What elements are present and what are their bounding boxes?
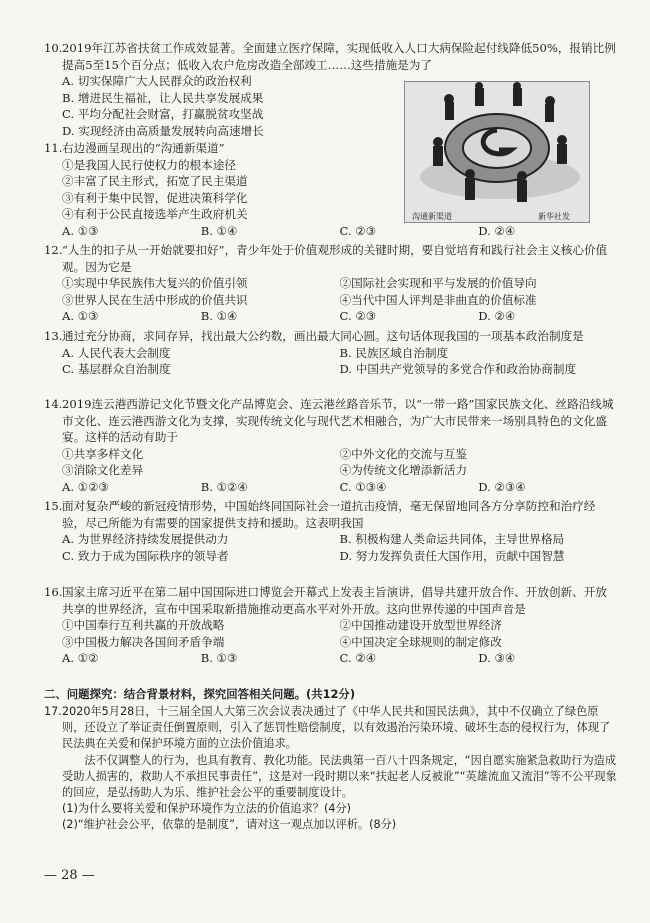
option: A. ①③ — [62, 224, 99, 238]
option: C. 致力于成为国际秩序的领导者 — [62, 548, 229, 563]
question-stem: 面对复杂严峻的新冠疫情形势，中国始终同国际社会一道抗击疫情，毫无保留地同各方分享防控和治疗经验，尽己所能为有需要的国家提供支持和援助。这表明我国 — [62, 499, 596, 530]
option: B. ①③ — [200, 651, 238, 666]
question-13 — [44, 328, 617, 378]
option: A. ①② — [62, 651, 99, 666]
option: C. ②③ — [339, 224, 377, 238]
question-number: 12. — [44, 243, 63, 257]
sub-question-1: (1)为什么要将关爱和保护环境作为立法的价值追求？(4分) — [62, 802, 352, 816]
statement: ①共享多样文化 — [62, 446, 144, 461]
option: A. 切实保障广大人民群众的政治权利 — [62, 74, 252, 89]
question-15 — [44, 498, 617, 564]
option: B. 积极构建人类命运共同体，主导世界格局 — [339, 532, 565, 547]
sub-question-2: (2)“维护社会公平，依靠的是制度”，请对这一观点加以评析。(8分) — [62, 818, 397, 832]
cartoon-caption-source: 新华社发 — [538, 212, 570, 221]
option: C. ①③④ — [339, 479, 387, 494]
statement: ④中国决定全球规则的制定修改 — [339, 634, 502, 649]
cartoon-illustration — [404, 81, 590, 223]
question-number: 16. — [44, 585, 63, 599]
option: A. 人民代表大会制度 — [62, 345, 171, 360]
option: A. 为世界经济持续发展提供动力 — [62, 532, 229, 547]
question-stem: 通过充分协商，求同存异，找出最大公约数，画出最大同心圆。这句话体现我国的一项基本政治制度是 — [62, 329, 584, 343]
section-2-title: 二、问题探究：结合背景材料，探究回答相关问题。(共12分) — [44, 687, 356, 701]
statement: ③有利于集中民智，促进决策科学化 — [62, 190, 248, 205]
option: C. ②③ — [339, 309, 377, 324]
question-number: 13. — [44, 329, 63, 343]
statement: ③消除文化差异 — [62, 463, 144, 478]
cartoon-caption-title: 沟通新渠道 — [412, 212, 452, 221]
question-number: 11. — [44, 141, 63, 155]
statement: ③世界人民在生活中形成的价值共识 — [62, 292, 248, 307]
question-stem: 2019连云港西游记文化节暨文化产品博览会、连云港丝路音乐节，以“一带一路”国家民族文化、丝路沿线城市文化、连云港西游文化为支撑，实现传统文化与现代艺术相融合，为广大市民带来一场别具特色的文化盛宴。这样的活动有助于 — [62, 397, 614, 445]
option: D. ②④ — [478, 224, 516, 238]
question-11-options — [62, 223, 617, 240]
question-11 — [44, 140, 402, 223]
statement: ②国际社会实现和平与发展的价值导向 — [339, 276, 537, 291]
question-12 — [44, 242, 617, 325]
option: C. 基层群众自治制度 — [62, 362, 171, 377]
statement: ④为传统文化增添新活力 — [339, 463, 468, 478]
material-paragraph-1: 2020年5月28日，十三届全国人大第三次会议表决通过了《中华人民共和国民法典》，其中不仅确立了绿色原则，还设立了举证责任倒置原则，引入了惩罚性赔偿制度，以有效遏治污染环境、破坏生态的侵权行为，体现了民法典在关爱和保护环境方面的立法价值追求。 — [62, 705, 611, 751]
option: B. ①④ — [200, 224, 238, 238]
question-17 — [44, 704, 617, 834]
option: D. 实现经济由高质量发展转向高速增长 — [62, 123, 264, 138]
question-number: 14. — [44, 397, 63, 411]
question-stem: “人生的扣子从一开始就要扣好”，青少年处于价值观形成的关键时期，要自觉培育和践行社会主义核心价值观。因为它是 — [62, 243, 608, 274]
statement: ③中国极力解决各国间矛盾争端 — [62, 634, 225, 649]
question-stem: 2019年江苏省扶贫工作成效显著。全面建立医疗保障，实现低收入人口大病保险起付线降低50%，报销比例提高5至15个百分点；低收入农户危房改造全部竣工……这些措施是为了 — [62, 41, 616, 72]
option: D. 努力发挥负责任大国作用，贡献中国智慧 — [339, 548, 565, 563]
statement: ②中外文化的交流与互鉴 — [339, 446, 468, 461]
statement: ④有利于公民直接选举产生政府机关 — [62, 207, 248, 222]
statement: ①实现中华民族伟大复兴的价值引领 — [62, 276, 248, 291]
question-16 — [44, 584, 617, 667]
option: C. 平均分配社会财富，打赢脱贫攻坚战 — [62, 107, 264, 122]
page-number: — 28 — — [44, 868, 95, 883]
option: D. ②③④ — [478, 479, 526, 494]
question-stem: 国家主席习近平在第二届中国国际进口博览会开幕式上发表主旨演讲，倡导共建开放合作、开放创新、开放共享的世界经济，宣布中国采取新措施推动更高水平对外开放。这向世界传递的中国声音是 — [62, 585, 607, 616]
cartoon-drawing — [405, 82, 589, 222]
option: C. ②④ — [339, 651, 377, 666]
option: B. 民族区域自治制度 — [339, 345, 449, 360]
question-number: 15. — [44, 499, 63, 513]
statement: ①中国奉行互利共赢的开放战略 — [62, 618, 225, 633]
option: B. ①②④ — [200, 479, 248, 494]
option: B. 增进民生福祉，让人民共享发展成果 — [62, 90, 264, 105]
statement: ②丰富了民主形式，拓宽了民主渠道 — [62, 174, 248, 189]
question-number: 17. — [44, 705, 62, 718]
option: D. 中国共产党领导的多党合作和政治协商制度 — [339, 362, 577, 377]
material-paragraph-2: 法不仅调整人的行为，也具有教育、教化功能。民法典第一百八十四条规定，“因自愿实施紧急救助行为造成受助人损害的，救助人不承担民事责任”，这是对一段时期以来“扶起老人反被讹”“英雄流血又流泪”等不公平现象的回应，是弘扬助人为乐、维护社会公平的重要制度设计。 — [62, 753, 617, 800]
option: A. ①③ — [62, 309, 99, 324]
option: A. ①②③ — [62, 479, 109, 494]
option: B. ①④ — [200, 309, 238, 324]
question-stem: 右边漫画呈现出的“沟通新渠道” — [62, 141, 225, 155]
question-number: 10. — [44, 41, 63, 55]
statement: ①是我国人民行使权力的根本途径 — [62, 157, 236, 172]
option: D. ②④ — [478, 309, 516, 324]
statement: ②中国推动建设开放型世界经济 — [339, 618, 502, 633]
statement: ④当代中国人评判是非曲直的价值标准 — [339, 292, 537, 307]
option: D. ③④ — [478, 651, 516, 666]
question-14 — [44, 396, 617, 496]
